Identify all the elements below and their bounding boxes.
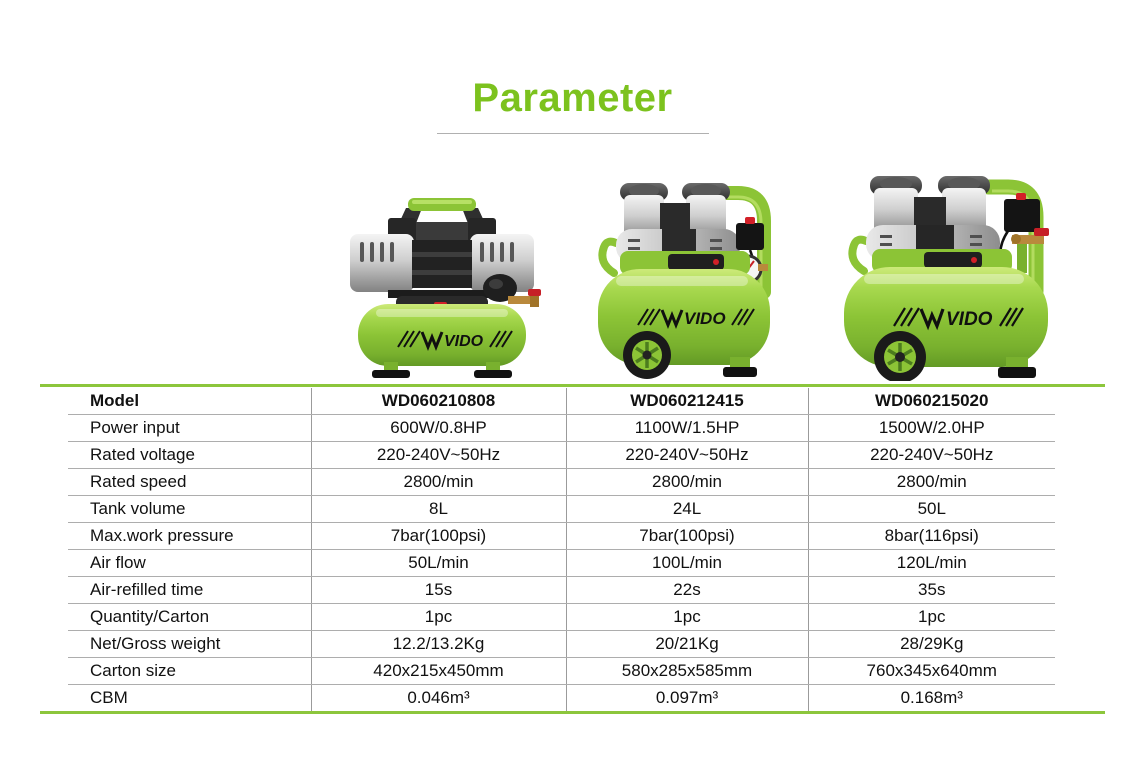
table-row: [68, 577, 1055, 604]
row-label: Air-refilled time: [68, 577, 311, 604]
table-header-row: [68, 388, 1055, 415]
row-value: 50L/min: [311, 550, 566, 577]
spec-table: [68, 388, 1055, 711]
row-value: 28/29Kg: [808, 631, 1055, 658]
row-value: 22s: [566, 577, 808, 604]
header-model-label: Model: [68, 388, 311, 415]
row-value: 1pc: [311, 604, 566, 631]
vido-logo-text: VIDO: [684, 309, 726, 328]
row-label: Rated voltage: [68, 442, 311, 469]
row-value: 1100W/1.5HP: [566, 415, 808, 442]
row-label: Carton size: [68, 658, 311, 685]
table-row: [68, 631, 1055, 658]
table-row: [68, 658, 1055, 685]
wheel: [874, 331, 926, 381]
wheel: [623, 331, 671, 379]
row-value: 220-240V~50Hz: [566, 442, 808, 469]
row-value: 24L: [566, 496, 808, 523]
row-value: 0.168m³: [808, 685, 1055, 712]
table-row: [68, 469, 1055, 496]
row-label: CBM: [90, 688, 128, 707]
table-row: [68, 496, 1055, 523]
product-image-wd060210808: [332, 192, 550, 378]
table-row: [68, 523, 1055, 550]
table-row: [68, 604, 1055, 631]
row-value: 2800/min: [311, 469, 566, 496]
row-value: 1500W/2.0HP: [808, 415, 1055, 442]
row-value: 8bar(116psi): [808, 523, 1055, 550]
row-value: 600W/0.8HP: [311, 415, 566, 442]
page-title: Parameter: [472, 76, 673, 120]
row-value: 12.2/13.2Kg: [311, 631, 566, 658]
row-value: 20/21Kg: [566, 631, 808, 658]
vido-logo-text: VIDO: [946, 309, 993, 330]
vido-logo-text: VIDO: [444, 333, 484, 350]
row-value: 580x285x585mm: [566, 658, 808, 685]
row-value: 220-240V~50Hz: [311, 442, 566, 469]
table-bottom-green-line: [40, 711, 1105, 714]
row-value: 0.097m³: [566, 685, 808, 712]
row-value: 760x345x640mm: [808, 658, 1055, 685]
header-model-3: WD060215020: [808, 388, 1055, 415]
row-value: 50L: [808, 496, 1055, 523]
row-label: Air flow: [68, 550, 311, 577]
row-value: 8L: [311, 496, 566, 523]
row-value: 120L/min: [808, 550, 1055, 577]
row-value: 420x215x450mm: [311, 658, 566, 685]
row-label: Quantity/Carton: [68, 604, 311, 631]
header-model-1: WD060210808: [311, 388, 566, 415]
row-value: 220-240V~50Hz: [808, 442, 1055, 469]
row-value: 7bar(100psi): [566, 523, 808, 550]
row-label: Power input: [68, 415, 311, 442]
row-value: 7bar(100psi): [311, 523, 566, 550]
row-value: 15s: [311, 577, 566, 604]
row-value: 1pc: [808, 604, 1055, 631]
row-value: 0.046m³: [311, 685, 566, 712]
header-model-2: WD060212415: [566, 388, 808, 415]
table-row: [68, 415, 1055, 442]
row-label: Tank volume: [68, 496, 311, 523]
row-value: 35s: [808, 577, 1055, 604]
row-label: Net/Gross weight: [68, 631, 311, 658]
product-image-wd060212415: [590, 177, 820, 379]
row-value: 2800/min: [566, 469, 808, 496]
title-underline: [437, 133, 709, 134]
row-value: 2800/min: [808, 469, 1055, 496]
table-row: [68, 685, 1055, 712]
row-value: 100L/min: [566, 550, 808, 577]
table-row: [68, 442, 1055, 469]
table-top-green-line: [40, 384, 1105, 387]
row-value: 1pc: [566, 604, 808, 631]
row-label: Max.work pressure: [68, 523, 311, 550]
table-row: [68, 550, 1055, 577]
product-image-wd060215020: [838, 171, 1092, 381]
row-label: Rated speed: [68, 469, 311, 496]
